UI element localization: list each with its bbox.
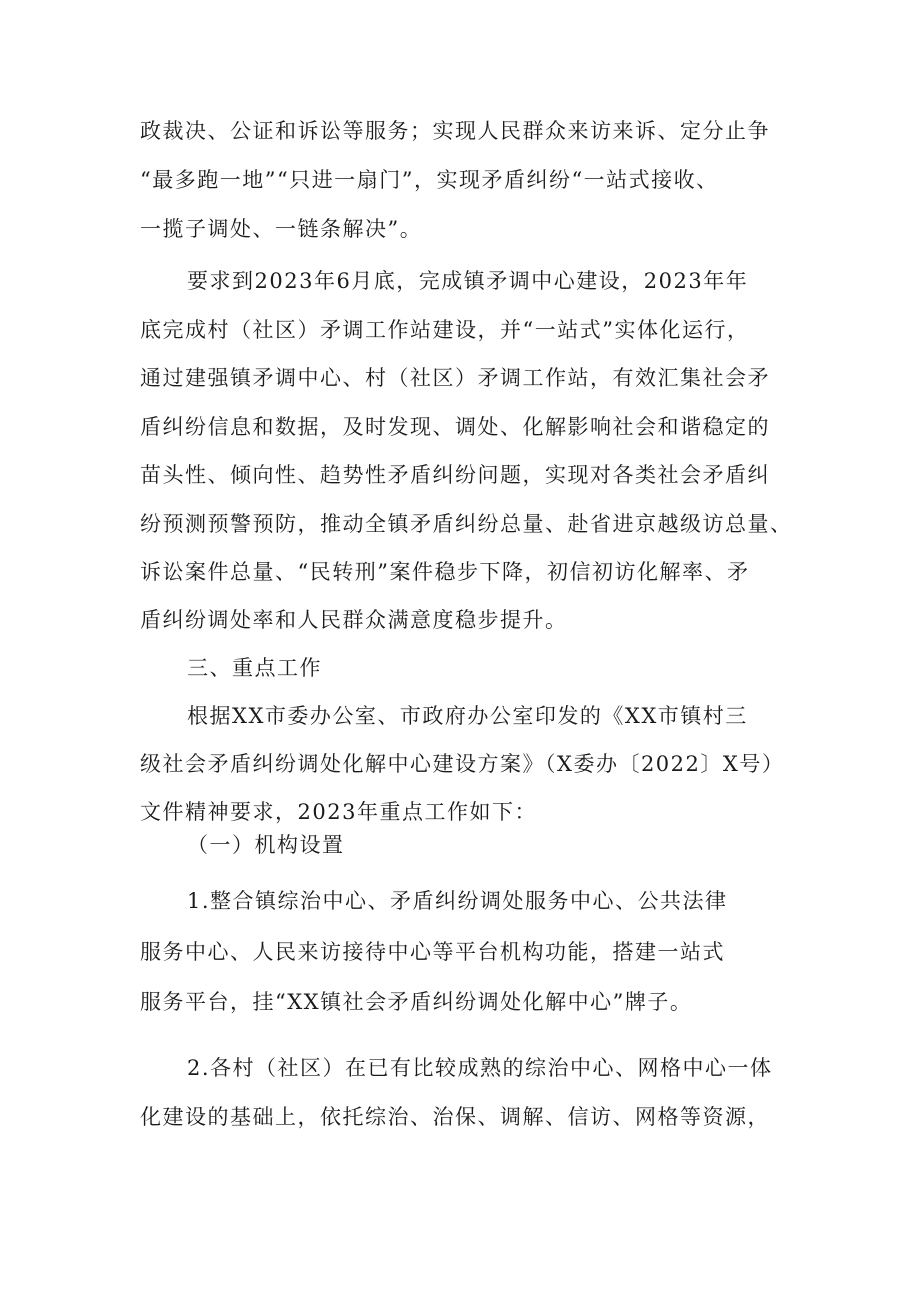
text-line: 文件精神要求，2023年重点工作如下： xyxy=(140,800,537,824)
paragraph-start: 根据XX市委办公室、市政府办公室印发的《XX市镇村三 xyxy=(187,704,748,728)
text-line: 盾纠纷调处率和人民群众满意度稳步提升。 xyxy=(140,608,568,632)
subsection-heading: （一）机构设置 xyxy=(187,833,345,857)
paragraph-start: 要求到2023年6月底，完成镇矛调中心建设，2023年年 xyxy=(187,269,749,293)
list-item-start: 2.各村（社区）在已有比较成熟的综治中心、网格中心一体 xyxy=(187,1056,773,1080)
text-line: 盾纠纷信息和数据，及时发现、调处、化解影响社会和谐稳定的 xyxy=(140,415,770,439)
text-line: 纷预测预警预防，推动全镇矛盾纠纷总量、赴省进京越级访总量、 xyxy=(140,512,793,536)
list-item-start: 1.整合镇综治中心、矛盾纠纷调处服务中心、公共法律 xyxy=(187,889,728,913)
text-line: 底完成村（社区）矛调工作站建设，并“一站式”实体化运行， xyxy=(140,318,750,342)
text-line: 一揽子调处、一链条解决”。 xyxy=(140,217,423,241)
text-line: 服务平台，挂“XX镇社会矛盾纠纷调处化解中心”牌子。 xyxy=(140,990,693,1014)
text-line: 政裁决、公证和诉讼等服务；实现人民群众来访来诉、定分止争 xyxy=(140,119,770,143)
text-line: 化建设的基础上，依托综治、治保、调解、信访、网格等资源， xyxy=(140,1105,770,1129)
section-heading: 三、重点工作 xyxy=(187,656,322,680)
text-line: 通过建强镇矛调中心、村（社区）矛调工作站，有效汇集社会矛 xyxy=(140,366,770,390)
text-line: 诉讼案件总量、“民转刑”案件稳步下降，初信初访化解率、矛 xyxy=(140,560,750,584)
text-line: 级社会矛盾纠纷调处化解中心建设方案》（X委办〔2022〕X号） xyxy=(140,752,785,776)
text-line: “最多跑一地”“只进一扇门”，实现矛盾纠纷“一站式接收、 xyxy=(140,168,719,192)
text-line: 服务中心、人民来访接待中心等平台机构功能，搭建一站式 xyxy=(140,940,725,964)
text-line: 苗头性、倾向性、趋势性矛盾纠纷问题，实现对各类社会矛盾纠 xyxy=(140,463,770,487)
